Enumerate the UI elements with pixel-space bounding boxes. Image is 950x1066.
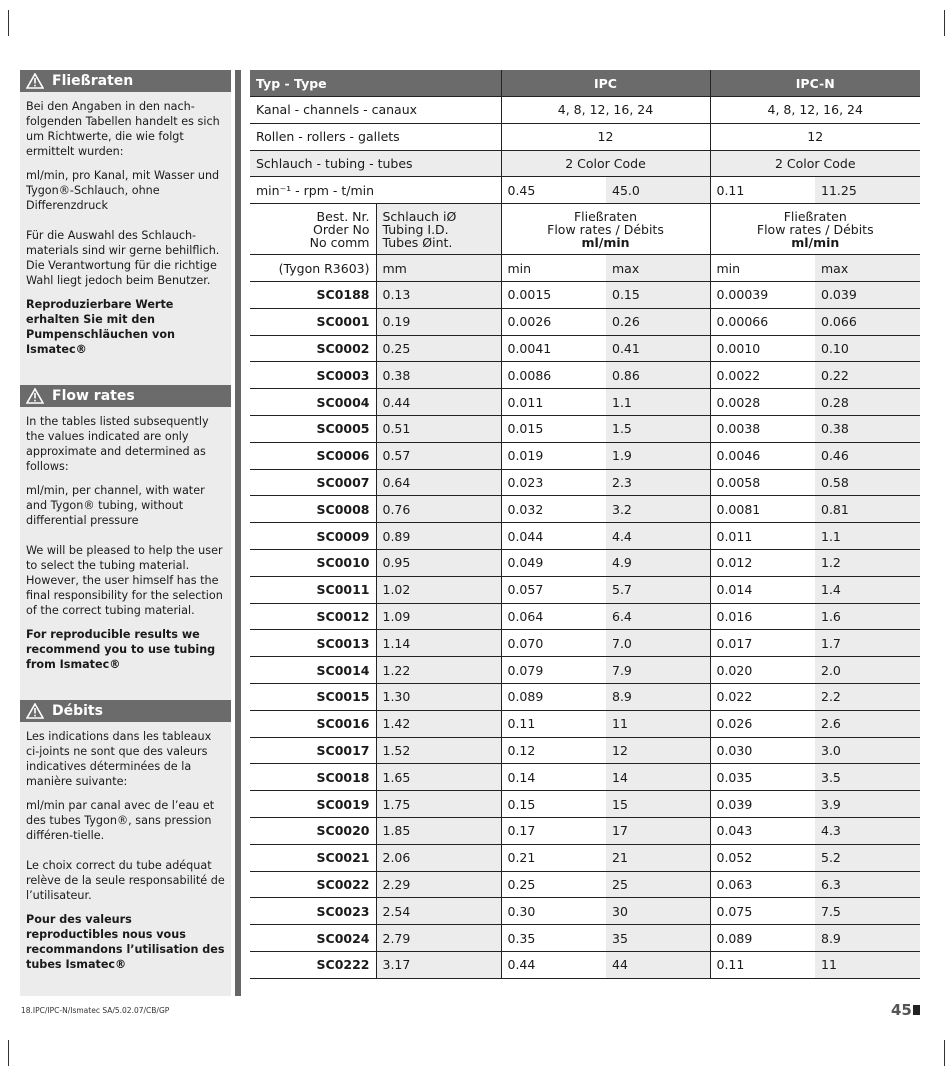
order-label-de: Best. Nr. (316, 208, 370, 224)
order-no: SC0011 (250, 576, 376, 603)
tube-id: 0.38 (376, 362, 501, 389)
section-heading (20, 70, 231, 92)
table-row (250, 523, 920, 550)
ipc-max: 1.5 (606, 415, 710, 442)
ipcn-min: 0.011 (710, 523, 815, 550)
channels-row (250, 97, 920, 124)
tygon-label: (Tygon R3603) (250, 255, 376, 282)
tube-id: 1.22 (376, 657, 501, 684)
ipc-min: 0.45 (501, 177, 606, 204)
rpm-row (250, 177, 920, 204)
ipcn-min: 0.026 (710, 710, 815, 737)
table-row (250, 335, 920, 362)
ipcn-min: 0.016 (710, 603, 815, 630)
ipc-header: IPC (501, 70, 710, 97)
table-row (250, 791, 920, 818)
ipc-min: 0.064 (501, 603, 606, 630)
ipc-min: 0.0041 (501, 335, 606, 362)
order-label-fr: No comm (309, 234, 370, 250)
ipcn-max: 1.1 (815, 523, 920, 550)
ipc-max: 8.9 (606, 683, 710, 710)
table-row (250, 710, 920, 737)
paragraph: We will be pleased to help the user to select the tubing material. However, the user himself has the final responsibility for the selection of the correct tubing material. (26, 544, 223, 617)
ipcn-min: 0.0046 (710, 442, 815, 469)
paragraph-bold: Pour des valeurs reproductibles nous vous recommandons l’utilisation des tubes Ismatec® (26, 913, 225, 971)
ipcn-max: 1.7 (815, 630, 920, 657)
page-number: 45 (891, 1001, 912, 1019)
ipcn-max: 1.6 (815, 603, 920, 630)
table-row (250, 362, 920, 389)
ipc-value: 2 Color Code (501, 150, 710, 177)
order-no: SC0007 (250, 469, 376, 496)
ipc-max: 17 (606, 817, 710, 844)
order-no: SC0021 (250, 844, 376, 871)
ipc-value: 4, 8, 12, 16, 24 (501, 97, 710, 124)
table-row (250, 898, 920, 925)
ipc-min: 0.44 (501, 951, 606, 978)
order-no: SC0013 (250, 630, 376, 657)
order-no: SC0188 (250, 281, 376, 308)
paragraph: Le choix correct du tube adéquat relève de la seule responsabilité de l’utilisateur. (26, 859, 225, 902)
description-row (250, 204, 920, 255)
tube-id: 2.79 (376, 925, 501, 952)
tube-id: 1.52 (376, 737, 501, 764)
crop-mark (944, 10, 945, 36)
paragraph: Les indications dans les tableaux ci-joints ne sont que des valeurs indicatives déterminées de la manière suivante: (26, 730, 212, 788)
tube-id: 2.54 (376, 898, 501, 925)
crop-mark (8, 1040, 9, 1066)
divider-bar (235, 70, 241, 996)
ipc-value: 12 (501, 123, 710, 150)
ipcn-max-label: max (815, 255, 920, 282)
section-heading (20, 385, 231, 407)
row-label: Schlauch - tubing - tubes (250, 150, 501, 177)
table-row (250, 764, 920, 791)
ipc-max: 45.0 (606, 177, 710, 204)
ipc-max: 2.3 (606, 469, 710, 496)
ipc-min: 0.0026 (501, 308, 606, 335)
ipc-max: 3.2 (606, 496, 710, 523)
type-header: Typ - Type (250, 70, 501, 97)
ipc-min: 0.057 (501, 576, 606, 603)
tube-id: 0.44 (376, 389, 501, 416)
ipc-min: 0.089 (501, 683, 606, 710)
table-row (250, 844, 920, 871)
flow-label-de: Fließraten (573, 208, 637, 224)
paragraph: ml/min, pro Kanal, mit Wasser und Tygon®-Schlauch, ohne Differenzdruck (26, 169, 220, 212)
paragraph: ml/min par canal avec de l’eau et des tubes Tygon®, sans pression différen-tielle. (26, 799, 215, 842)
tube-id: 2.06 (376, 844, 501, 871)
ipcn-max: 2.0 (815, 657, 920, 684)
flow-label-en-fr: Flow rates / Débits (547, 221, 664, 237)
table-row (250, 496, 920, 523)
ipcn-min: 0.017 (710, 630, 815, 657)
section-fr (20, 700, 231, 972)
ipcn-header: IPC-N (710, 70, 920, 97)
ipcn-min: 0.089 (710, 925, 815, 952)
ipc-min-label: min (501, 255, 606, 282)
ipc-max: 5.7 (606, 576, 710, 603)
ipc-max: 4.4 (606, 523, 710, 550)
ipcn-max: 2.6 (815, 710, 920, 737)
table-row (250, 308, 920, 335)
ipc-max: 1.1 (606, 389, 710, 416)
order-no: SC0001 (250, 308, 376, 335)
paragraph-bold: For reproducible results we recommend you to use tubing from Ismatec® (26, 628, 216, 671)
order-no: SC0009 (250, 523, 376, 550)
ipcn-min: 0.020 (710, 657, 815, 684)
table-row (250, 576, 920, 603)
table-row (250, 657, 920, 684)
section-de (20, 70, 231, 357)
ipc-min: 0.25 (501, 871, 606, 898)
table-row (250, 281, 920, 308)
ipc-max: 35 (606, 925, 710, 952)
ipcn-min: 0.039 (710, 791, 815, 818)
crop-mark (944, 1040, 945, 1066)
paragraph: Für die Auswahl des Schlauch-materials sind wir gerne behilflich. Die Verantwortung für die richtige Wahl liegt jedoch beim Benutzer. (26, 229, 220, 287)
tube-id: 1.42 (376, 710, 501, 737)
ipcn-min: 0.00066 (710, 308, 815, 335)
rollers-row (250, 123, 920, 150)
tube-id: 0.89 (376, 523, 501, 550)
table-row (250, 603, 920, 630)
row-label: Kanal - channels - canaux (250, 97, 501, 124)
ipc-max: 0.86 (606, 362, 710, 389)
tube-id: 1.14 (376, 630, 501, 657)
units-row (250, 255, 920, 282)
ipc-flow-header (501, 204, 710, 255)
ipcn-min: 0.063 (710, 871, 815, 898)
warning-icon (26, 388, 44, 404)
ipcn-min: 0.11 (710, 951, 815, 978)
tube-id: 3.17 (376, 951, 501, 978)
ipcn-min: 0.0058 (710, 469, 815, 496)
ipc-max: 12 (606, 737, 710, 764)
ipc-min: 0.0086 (501, 362, 606, 389)
ipc-min: 0.019 (501, 442, 606, 469)
ipc-max: 7.0 (606, 630, 710, 657)
order-no: SC0222 (250, 951, 376, 978)
order-label-en: Order No (313, 221, 370, 237)
id-label-fr: Tubes Øint. (382, 234, 453, 250)
order-no: SC0003 (250, 362, 376, 389)
tube-id: 1.65 (376, 764, 501, 791)
ipc-min: 0.11 (501, 710, 606, 737)
table-row (250, 817, 920, 844)
ipc-max: 4.9 (606, 549, 710, 576)
ipc-max-label: max (606, 255, 710, 282)
mm-label: mm (376, 255, 501, 282)
order-no-header (250, 204, 376, 255)
ipcn-flow-header (710, 204, 920, 255)
ipcn-max: 11 (815, 951, 920, 978)
section-title: Flow rates (52, 388, 135, 404)
section-title: Fließraten (52, 73, 134, 89)
tubing-row (250, 150, 920, 177)
footer-code: 18.IPC/IPC-N/Ismatec SA/5.02.07/CB/GP (21, 1006, 170, 1015)
order-no: SC0022 (250, 871, 376, 898)
paragraph: Bei den Angaben in den nach-folgenden Tabellen handelt es sich um Richtwerte, die wie folgt ermittelt wurden: (26, 100, 220, 158)
table-row (250, 871, 920, 898)
order-no: SC0020 (250, 817, 376, 844)
table-row (250, 737, 920, 764)
ipcn-min: 0.0022 (710, 362, 815, 389)
ipcn-max: 0.28 (815, 389, 920, 416)
ipcn-min: 0.022 (710, 683, 815, 710)
id-label-de: Schlauch iØ (382, 208, 457, 224)
ipcn-min: 0.00039 (710, 281, 815, 308)
ipcn-max: 1.4 (815, 576, 920, 603)
ipcn-max: 0.46 (815, 442, 920, 469)
order-no: SC0002 (250, 335, 376, 362)
table-row (250, 442, 920, 469)
ipc-max: 11 (606, 710, 710, 737)
ipcn-min: 0.0038 (710, 415, 815, 442)
ipc-min: 0.30 (501, 898, 606, 925)
ipc-min: 0.12 (501, 737, 606, 764)
ipc-min: 0.032 (501, 496, 606, 523)
ipc-min: 0.14 (501, 764, 606, 791)
ipc-min: 0.0015 (501, 281, 606, 308)
order-no: SC0010 (250, 549, 376, 576)
ipc-max: 44 (606, 951, 710, 978)
ipcn-min: 0.014 (710, 576, 815, 603)
ipcn-max: 0.066 (815, 308, 920, 335)
table-row (250, 389, 920, 416)
order-no: SC0012 (250, 603, 376, 630)
table-row (250, 469, 920, 496)
ipcn-min-label: min (710, 255, 815, 282)
tube-id: 1.09 (376, 603, 501, 630)
ipcn-value: 2 Color Code (710, 150, 920, 177)
table-header-row (250, 70, 920, 97)
ipcn-min: 0.0010 (710, 335, 815, 362)
ipcn-min: 0.075 (710, 898, 815, 925)
flow-unit: ml/min (581, 234, 630, 250)
ipcn-max: 0.38 (815, 415, 920, 442)
table-row (250, 415, 920, 442)
flow-unit: ml/min (791, 234, 840, 250)
tube-id: 0.64 (376, 469, 501, 496)
ipc-min: 0.070 (501, 630, 606, 657)
ipcn-min: 0.035 (710, 764, 815, 791)
id-label-en: Tubing I.D. (382, 221, 449, 237)
order-no: SC0008 (250, 496, 376, 523)
ipcn-min: 0.11 (710, 177, 815, 204)
ipcn-max: 0.22 (815, 362, 920, 389)
ipc-max: 21 (606, 844, 710, 871)
ipc-min: 0.21 (501, 844, 606, 871)
ipc-min: 0.079 (501, 657, 606, 684)
warning-icon (26, 703, 44, 719)
tube-id: 0.25 (376, 335, 501, 362)
section-heading (20, 700, 231, 722)
order-no: SC0004 (250, 389, 376, 416)
tube-id: 0.19 (376, 308, 501, 335)
ipcn-min: 0.052 (710, 844, 815, 871)
ipc-min: 0.35 (501, 925, 606, 952)
table-row (250, 951, 920, 978)
flow-rate-table (250, 70, 920, 979)
tube-id: 1.85 (376, 817, 501, 844)
ipcn-max: 3.0 (815, 737, 920, 764)
ipcn-max: 0.81 (815, 496, 920, 523)
order-no: SC0006 (250, 442, 376, 469)
ipc-max: 0.15 (606, 281, 710, 308)
ipc-min: 0.023 (501, 469, 606, 496)
ipc-max: 7.9 (606, 657, 710, 684)
tube-id: 0.76 (376, 496, 501, 523)
paragraph: In the tables listed subsequently the values indicated are only approximate and determined as follows: (26, 415, 209, 473)
ipc-max: 6.4 (606, 603, 710, 630)
crop-mark (8, 10, 9, 36)
ipc-min: 0.15 (501, 791, 606, 818)
ipc-min: 0.011 (501, 389, 606, 416)
row-label: Rollen - rollers - gallets (250, 123, 501, 150)
ipc-min: 0.015 (501, 415, 606, 442)
sidebar (20, 70, 231, 996)
ipcn-max: 4.3 (815, 817, 920, 844)
tube-id: 2.29 (376, 871, 501, 898)
row-label: min⁻¹ - rpm - t/min (250, 177, 501, 204)
ipc-max: 1.9 (606, 442, 710, 469)
section-en (20, 385, 231, 672)
page-marker (913, 1005, 920, 1015)
ipcn-max: 0.58 (815, 469, 920, 496)
ipc-min: 0.044 (501, 523, 606, 550)
warning-icon (26, 73, 44, 89)
ipcn-max: 1.2 (815, 549, 920, 576)
ipc-max: 15 (606, 791, 710, 818)
ipcn-min: 0.030 (710, 737, 815, 764)
order-no: SC0015 (250, 683, 376, 710)
order-no: SC0005 (250, 415, 376, 442)
table-row (250, 549, 920, 576)
table-row (250, 925, 920, 952)
ipc-max: 30 (606, 898, 710, 925)
order-no: SC0023 (250, 898, 376, 925)
ipc-max: 14 (606, 764, 710, 791)
ipcn-max: 5.2 (815, 844, 920, 871)
ipcn-max: 0.039 (815, 281, 920, 308)
ipcn-max: 0.10 (815, 335, 920, 362)
tube-id: 1.02 (376, 576, 501, 603)
tubing-id-header (376, 204, 501, 255)
order-no: SC0019 (250, 791, 376, 818)
ipcn-max: 11.25 (815, 177, 920, 204)
tube-id: 1.75 (376, 791, 501, 818)
tube-id: 0.57 (376, 442, 501, 469)
tube-id: 1.30 (376, 683, 501, 710)
ipc-min: 0.049 (501, 549, 606, 576)
ipcn-max: 8.9 (815, 925, 920, 952)
ipc-max: 25 (606, 871, 710, 898)
order-no: SC0018 (250, 764, 376, 791)
ipcn-max: 6.3 (815, 871, 920, 898)
order-no: SC0017 (250, 737, 376, 764)
table-row (250, 630, 920, 657)
order-no: SC0014 (250, 657, 376, 684)
table-row (250, 683, 920, 710)
section-title: Débits (52, 703, 103, 719)
ipc-max: 0.41 (606, 335, 710, 362)
ipcn-max: 7.5 (815, 898, 920, 925)
tube-id: 0.13 (376, 281, 501, 308)
paragraph: ml/min, per channel, with water and Tygon® tubing, without differential pressure (26, 484, 205, 527)
ipc-max: 0.26 (606, 308, 710, 335)
paragraph-bold: Reproduzierbare Werte erhalten Sie mit den Pumpenschläuchen von Ismatec® (26, 298, 175, 356)
order-no: SC0024 (250, 925, 376, 952)
ipcn-max: 3.9 (815, 791, 920, 818)
ipcn-value: 4, 8, 12, 16, 24 (710, 97, 920, 124)
ipcn-min: 0.0028 (710, 389, 815, 416)
ipcn-max: 3.5 (815, 764, 920, 791)
ipc-min: 0.17 (501, 817, 606, 844)
tube-id: 0.95 (376, 549, 501, 576)
ipcn-min: 0.0081 (710, 496, 815, 523)
ipcn-min: 0.012 (710, 549, 815, 576)
flow-label-en-fr: Flow rates / Débits (756, 221, 874, 237)
order-no: SC0016 (250, 710, 376, 737)
ipcn-max: 2.2 (815, 683, 920, 710)
flow-label-de: Fließraten (783, 208, 847, 224)
ipcn-value: 12 (710, 123, 920, 150)
ipcn-min: 0.043 (710, 817, 815, 844)
tube-id: 0.51 (376, 415, 501, 442)
